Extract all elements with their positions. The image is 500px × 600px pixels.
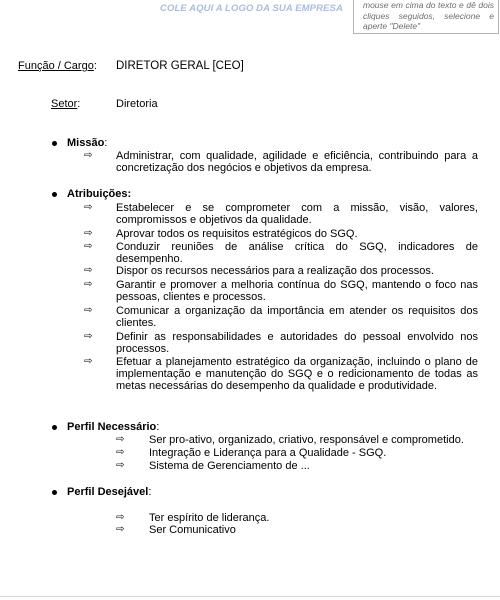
required-profile-heading-text: Perfil Necessário xyxy=(67,421,157,433)
role-label: Função / Cargo xyxy=(18,60,94,72)
logo-placeholder: COLE AQUI A LOGO DA SUA EMPRESA xyxy=(160,3,343,14)
duties-item: Garantir e promover a melhoria contínua do SGQ, mantendo o foco nas pessoas, clientes e processos. xyxy=(116,279,478,303)
role-row xyxy=(18,60,97,72)
role-colon: : xyxy=(93,60,97,72)
desired-profile-item: Ser Comunicativo xyxy=(149,524,236,536)
hollow-right-arrow-icon: ⇨ xyxy=(84,279,93,290)
hollow-right-arrow-icon: ⇨ xyxy=(84,228,93,239)
duties-item: Efetuar a planejamento estratégico da organização, incluindo o plano de implementação e manutenção do SGQ e o redicionamento de todas as metas necessárias do desempenho da qualidade e produtividade. xyxy=(116,356,478,392)
page-bottom-divider xyxy=(0,596,500,597)
bullet-dot-icon xyxy=(52,490,57,495)
hollow-right-arrow-icon: ⇨ xyxy=(116,524,125,535)
duties-item: Conduzir reuniões de análise crítica do SGQ, indicadores de desempenho. xyxy=(116,241,478,265)
duties-item: Definir as responsabilidades e autoridades do pessoal envolvido nos processos. xyxy=(116,331,478,355)
hollow-right-arrow-icon: ⇨ xyxy=(84,150,93,161)
hollow-right-arrow-icon: ⇨ xyxy=(116,447,125,458)
hollow-right-arrow-icon: ⇨ xyxy=(84,356,93,367)
required-profile-item: Sistema de Gerenciamento de ... xyxy=(149,460,310,472)
mission-colon: : xyxy=(104,137,108,149)
hollow-right-arrow-icon: ⇨ xyxy=(84,265,93,276)
hollow-right-arrow-icon: ⇨ xyxy=(84,305,93,316)
duties-item: Aprovar todos os requisitos estratégicos do SGQ. xyxy=(116,228,358,240)
required-profile-item: Ser pro-ativo, organizado, criativo, responsável e comprometido. xyxy=(149,434,464,446)
desired-profile-heading-text: Perfil Desejável xyxy=(67,486,149,498)
desired-profile-heading xyxy=(67,486,151,498)
bullet-dot-icon xyxy=(52,141,57,146)
required-profile-item: Integração e Liderança para a Qualidade - SGQ. xyxy=(149,447,387,459)
mission-heading xyxy=(67,137,107,149)
sector-label: Setor xyxy=(51,98,78,110)
duties-item: Dispor os recursos necessários para a realização dos processos. xyxy=(116,265,434,277)
required-profile-colon: : xyxy=(156,421,160,433)
mission-heading-text: Missão xyxy=(67,137,105,149)
hollow-right-arrow-icon: ⇨ xyxy=(84,241,93,252)
duties-item: Estabelecer e se comprometer com a missão, visão, valores, compromissos e objetivos da qualidade. xyxy=(116,202,478,226)
hollow-right-arrow-icon: ⇨ xyxy=(116,512,125,523)
hollow-right-arrow-icon: ⇨ xyxy=(84,331,93,342)
hollow-right-arrow-icon: ⇨ xyxy=(116,434,125,445)
desired-profile-item: Ter espírito de liderança. xyxy=(149,512,270,524)
sector-value: Diretoria xyxy=(116,98,158,110)
mission-item: Administrar, com qualidade, agilidade e eficiência, contribuindo para a concretização dos negócios e objetivos da empresa. xyxy=(116,150,478,174)
hollow-right-arrow-icon: ⇨ xyxy=(84,202,93,213)
sector-colon: : xyxy=(77,98,81,110)
bullet-dot-icon xyxy=(52,192,57,197)
bullet-dot-icon xyxy=(52,425,57,430)
required-profile-heading xyxy=(67,421,159,433)
desired-profile-colon: : xyxy=(148,486,152,498)
hollow-right-arrow-icon: ⇨ xyxy=(116,460,125,471)
duties-item: Comunicar a organização da importância em atender os requisitos dos clientes. xyxy=(116,305,478,329)
duties-heading: Atribuições: xyxy=(67,188,132,200)
instruction-note: mouse em cima do texto e dê dois cliques seguidos, selecione e aperte "Delete" xyxy=(353,0,499,34)
role-value: DIRETOR GERAL [CEO] xyxy=(116,60,244,72)
sector-row xyxy=(51,98,80,110)
